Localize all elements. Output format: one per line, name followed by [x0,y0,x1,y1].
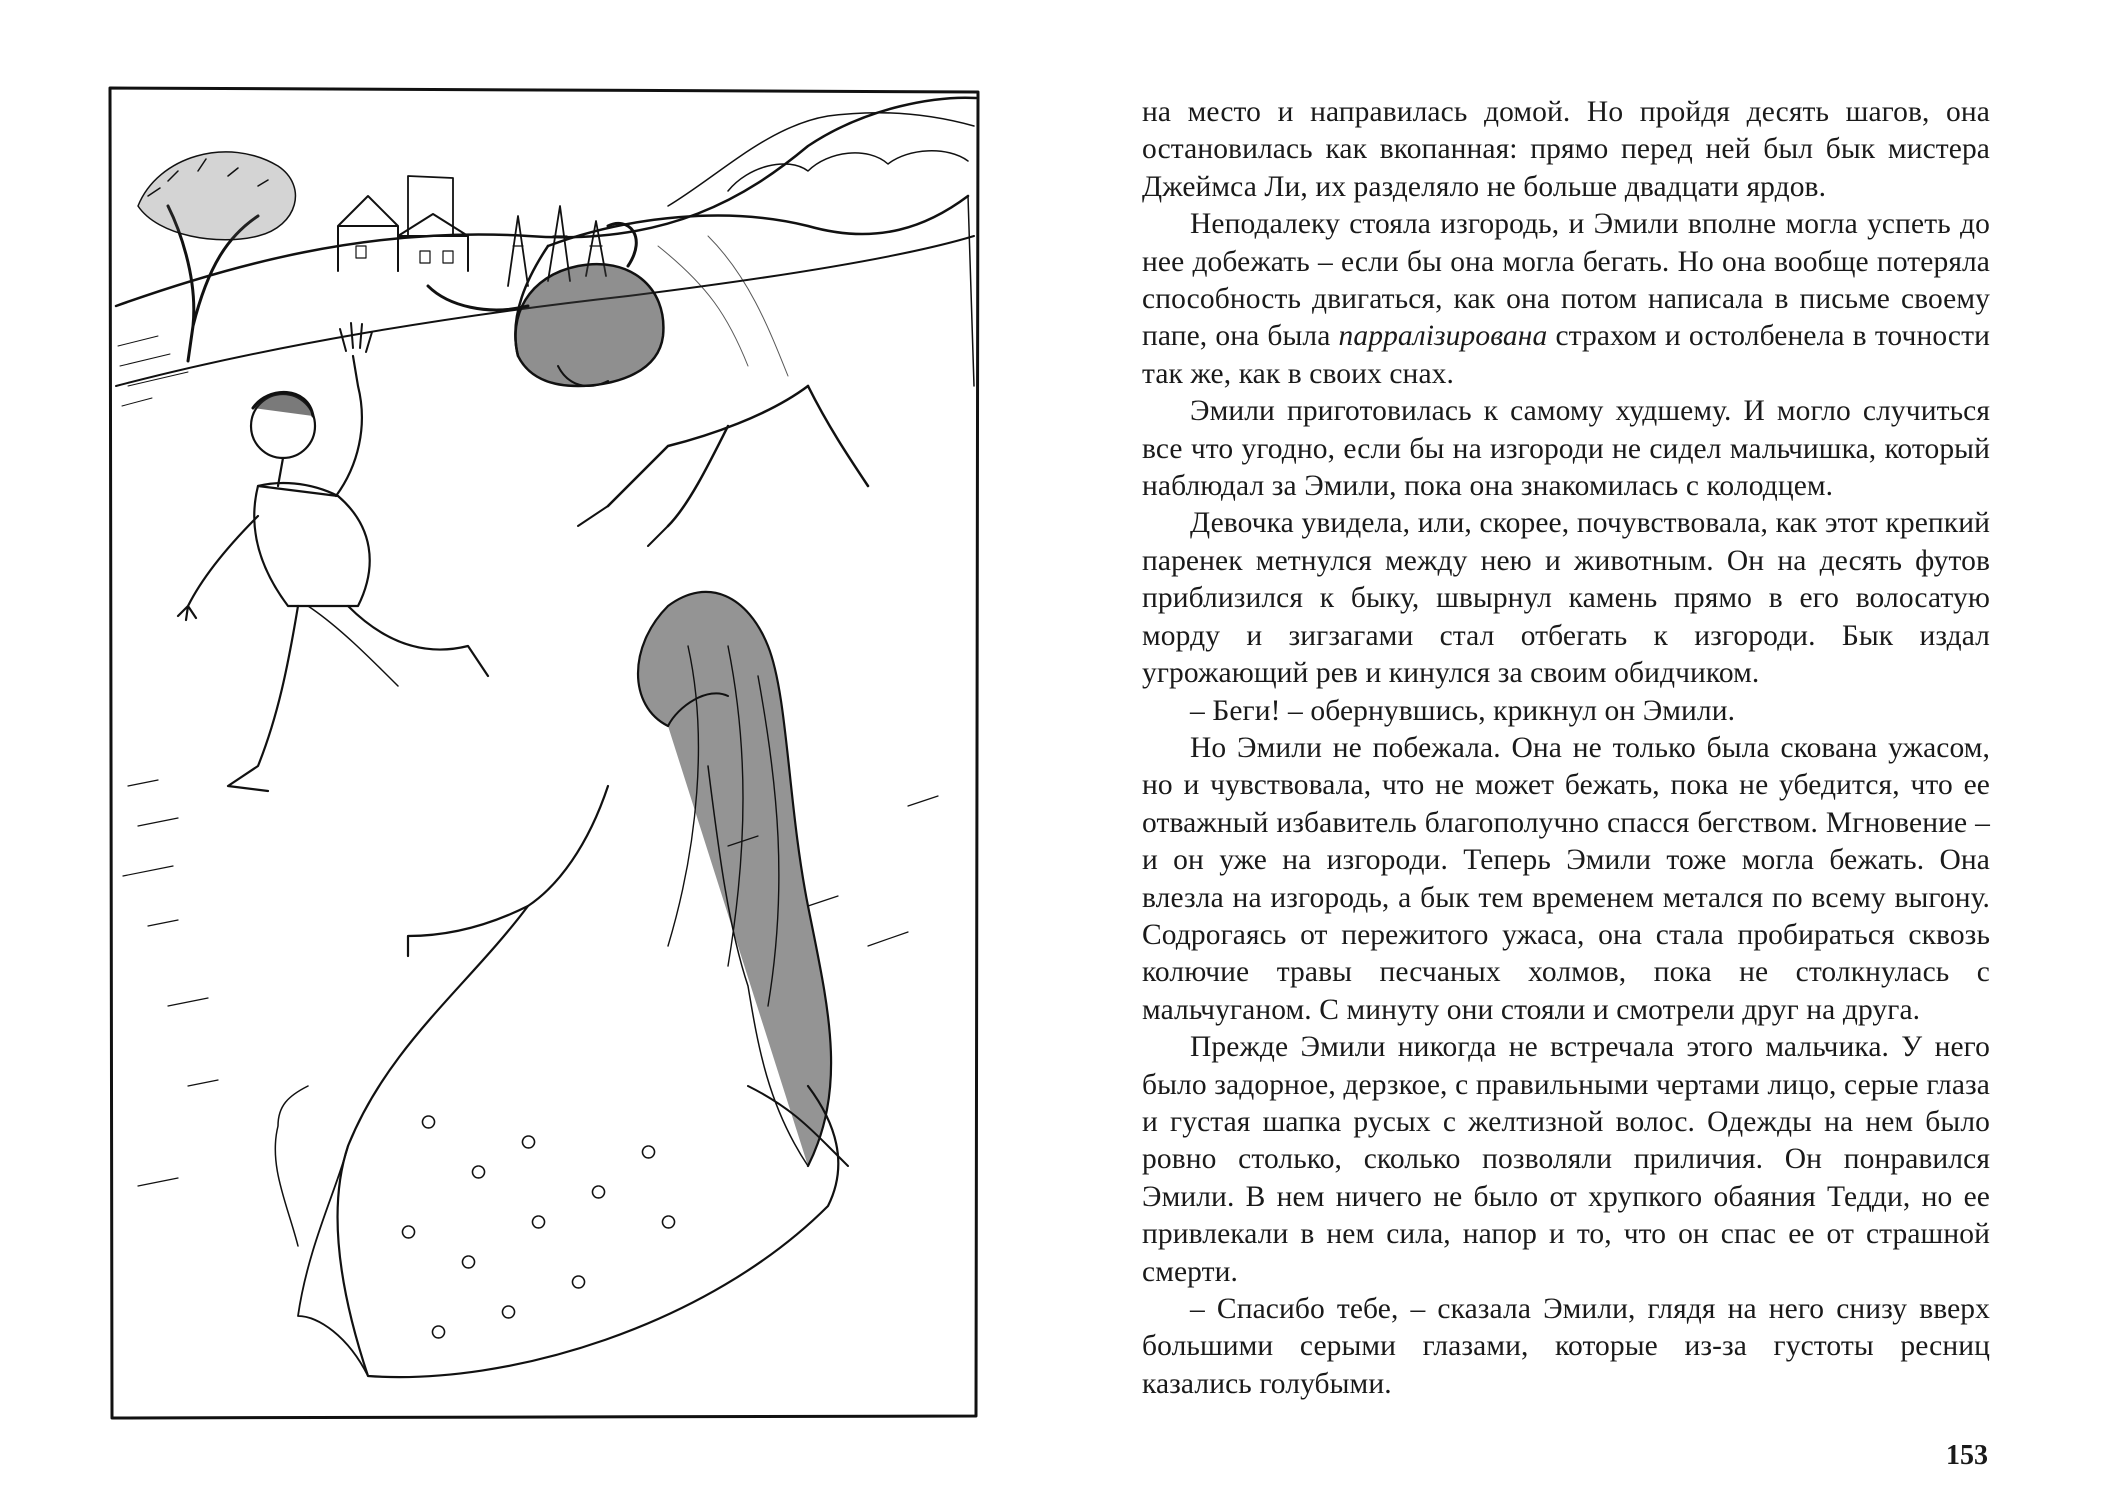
paragraph-4: Девочка увидела, или, скорее, почувствовала, как этот крепкий паренек метнулся между нею и животным. Он на десять футов приблизился к быку, швырнул камень прямо в его волосатую морду и зигзагами стал отбегать к изгороди. Бык издал угрожающий рев и кинулся за своим обидчиком. [1142,507,1990,690]
paragraph-7: Прежде Эмили никогда не встречала этого мальчика. У него было задорное, дерзкое, с правильными чертами лицо, серые глаза и густая шапка русых с желтизной волос. Одежды на нем было ровно столько, сколько позволяли приличия. Он понравился Эмили. В нем ничего не было от хрупкого обаяния Тедди, но ее привлекали в нем сила, напор и то, что он спас ее от страшной смерти. [1142,1031,1990,1288]
illustration-drawing [108,86,980,1420]
paragraph-3: Эмили приготовилась к самому худшему. И могло случиться все что угодно, если бы на изгороди не сидел мальчишка, который наблюдал за Эмили, пока она знакомилась с колодцем. [1142,395,1990,503]
paragraph-5: – Беги! – обернувшись, крикнул он Эмили. [1190,694,1736,727]
italic-word: парралізирована [1338,320,1548,353]
left-page [0,0,1050,1500]
text-column [1142,94,1990,1403]
paragraph-2-part-1: Неподалеку стояла изгородь, и Эмили вполне могла успеть до нее добежать – если бы она могла бегать. Но она вообще потеряла способность двигаться, как она потом написала в письме своему папе, она была [1142,208,1990,353]
paragraph-6: Но Эмили не побежала. Она не только была скована ужасом, но и чувствовала, что не может бежать, пока не убедится, что ее отважный избавитель благополучно спасся бегством. Мгновение – и он уже на изгороди. Теперь Эмили тоже могла бежать. Она влезла на изгородь, а бык тем временем метался по всему выгону. Содрогаясь от пережитого ужаса, она стала пробираться сквозь колючие травы песчаных холмов, пока не столкнулась с мальчуганом. С минуту они стояли и смотрели друг на друга. [1142,731,1990,1026]
illustration [108,86,980,1420]
right-page [1050,0,2103,1500]
paragraph-1: на место и направилась домой. Но пройдя десять шагов, она остановилась как вкопанная: прямо перед ней был бык мистера Джеймса Ли, их разделяло не больше двадцати ярдов. [1142,96,1990,203]
paragraph-2 [1142,206,1990,393]
paragraph-2-part-2: страхом и остолбенела в точности так же, как в своих снах. [1142,320,1990,390]
page-number: 153 [1946,1440,1988,1471]
paragraph-8: – Спасибо тебе, – сказала Эмили, глядя на него снизу вверх большими серыми глазами, которые из-за густоты ресниц казались голубыми. [1142,1293,1990,1400]
